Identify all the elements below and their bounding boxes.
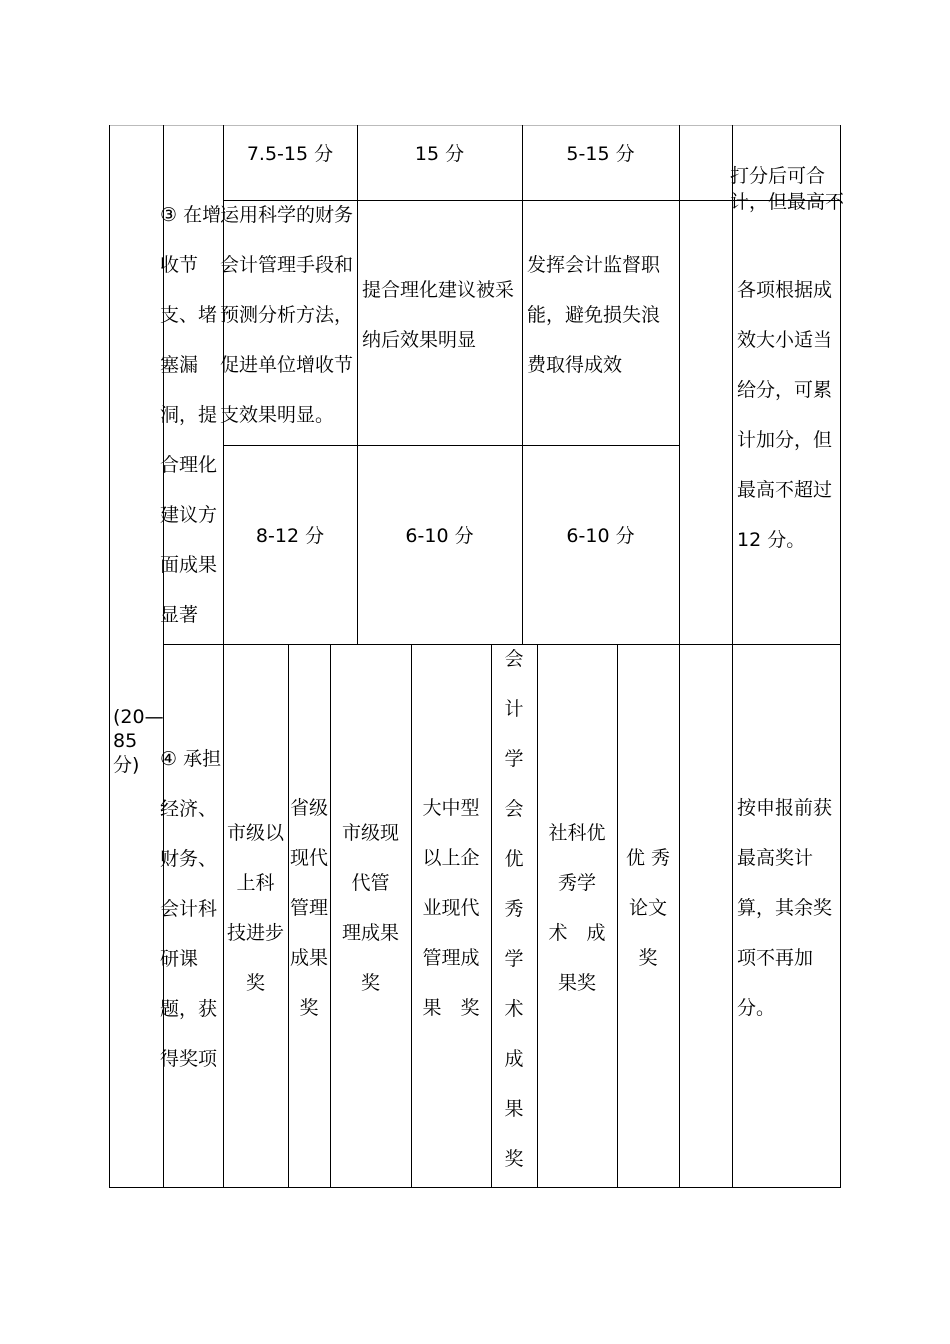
row2-desc-a-line: 预测分析方法，	[220, 304, 354, 326]
award-line: 成果	[289, 947, 328, 969]
row2-desc-a-line: 会计管理手段和	[220, 254, 354, 276]
row2-item-line: 面成果	[160, 554, 218, 576]
award-line: 代管	[351, 872, 390, 894]
award-city-mgmt	[330, 808, 411, 1008]
row2-item-line: 支、堵	[160, 304, 218, 326]
award-line: 社科优	[548, 822, 606, 844]
award-line: 业现代	[422, 897, 480, 919]
award-line: 技进步	[226, 922, 284, 944]
row1-note-line: 打分后可合	[730, 165, 826, 187]
award-line: 学	[504, 748, 524, 770]
award-line: 市级以	[226, 822, 284, 844]
row2-note-line: 各项根据成	[737, 279, 833, 301]
award-line: 管理	[289, 897, 328, 919]
row3-note-line: 算，其余奖	[737, 897, 833, 919]
row3-item-line: 得奖项	[160, 1048, 218, 1070]
col-divider-4	[732, 125, 733, 1188]
row3-note-line: 分。	[737, 997, 776, 1019]
award-social-science	[537, 808, 617, 1008]
left-label-line: 85	[113, 730, 138, 752]
row3-item-line: 题，获	[160, 998, 218, 1020]
col-divider-3	[679, 125, 680, 1188]
row2-desc-b	[362, 265, 522, 365]
row3-note	[737, 783, 840, 1033]
row2-item-line: ③ 在增	[160, 204, 222, 226]
award-line: 计	[504, 698, 524, 720]
left-label-line: 分)	[113, 754, 140, 776]
row2-desc-a-line: 支效果明显。	[220, 404, 335, 426]
award-line: 成	[504, 1048, 524, 1070]
award-line: 果	[504, 1098, 524, 1120]
award-line: 会	[504, 648, 524, 670]
award-line: 术	[504, 998, 524, 1020]
award-line: 秀	[504, 898, 524, 920]
row1-note-line: 计，但最高不	[730, 191, 845, 213]
award-province-mgmt	[288, 783, 330, 1033]
award-line: 市级现	[341, 822, 399, 844]
row2-split-border	[223, 445, 679, 446]
row2-note-line: 12 分。	[737, 529, 806, 551]
award-line: 优 秀	[625, 847, 671, 869]
award-line: 以上企	[422, 847, 480, 869]
award-line: 会	[504, 798, 524, 820]
row3-note-line: 项不再加	[737, 947, 814, 969]
award-line: 秀学	[557, 872, 596, 894]
award-city-tech	[223, 808, 288, 1008]
award-line: 奖	[504, 1148, 524, 1170]
row2-desc-c	[527, 240, 679, 390]
award-line: 管理成	[422, 947, 480, 969]
row2-item-line: 收节	[160, 254, 199, 276]
award-line: 优	[504, 848, 524, 870]
row2-item-line: 合理化	[160, 454, 218, 476]
row2-score-c: 6-10 分	[566, 525, 635, 547]
row3-item-line: ④ 承担	[160, 748, 222, 770]
award-line: 大中型	[422, 797, 480, 819]
award-line: 奖	[638, 947, 658, 969]
row3-item-line: 研课	[160, 948, 199, 970]
row2-item-line: 塞漏	[160, 354, 199, 376]
award-enterprise-mgmt	[411, 783, 491, 1033]
award-line: 现代	[289, 847, 328, 869]
row2-item-line: 洞，提	[160, 404, 218, 426]
row1-score-c: 5-15 分	[566, 143, 635, 165]
row3-item-line: 会计科	[160, 898, 218, 920]
table-right-border	[840, 125, 841, 1188]
row3-item-line: 经济、	[160, 798, 218, 820]
award-paper	[617, 833, 679, 983]
row2-desc-b-line: 提合理化建议被采	[362, 279, 515, 301]
row2-item-line: 建议方	[160, 504, 218, 526]
award-line: 奖	[299, 997, 319, 1019]
row1-note	[730, 163, 850, 215]
row2-desc-a	[220, 190, 360, 440]
row3-item-text	[160, 734, 230, 1084]
table-left-border	[109, 125, 110, 1188]
row2-note-line: 计加分，但	[737, 429, 833, 451]
row2-desc-a-line: 运用科学的财务	[220, 204, 354, 226]
award-line: 学	[504, 948, 524, 970]
row2-note-line: 效大小适当	[737, 329, 833, 351]
row2-note-line: 给分，可累	[737, 379, 833, 401]
left-label-line: (20—	[113, 706, 164, 728]
row2-desc-b-line: 纳后效果明显	[362, 329, 477, 351]
row1-score-a: 7.5-15 分	[246, 143, 334, 165]
award-line: 果 奖	[422, 997, 480, 1019]
award-line: 果奖	[557, 972, 596, 994]
award-line: 论文	[628, 897, 667, 919]
row2-desc-c-line: 能，避免损失浪	[527, 304, 661, 326]
award-accounting-society	[491, 634, 537, 1184]
row2-note	[737, 265, 840, 565]
row2-score-b: 6-10 分	[405, 525, 474, 547]
row2-desc-a-line: 促进单位增收节	[220, 354, 354, 376]
row2-score-a: 8-12 分	[255, 525, 325, 547]
row2-desc-c-line: 费取得成效	[527, 354, 623, 376]
award-line: 奖	[360, 972, 380, 994]
row2-desc-c-line: 发挥会计监督职	[527, 254, 661, 276]
award-line: 理成果	[341, 922, 399, 944]
row2-note-line: 最高不超过	[737, 479, 833, 501]
row1-score-b: 15 分	[414, 143, 465, 165]
row3-note-line: 按申报前获	[737, 797, 833, 819]
award-line: 奖	[245, 972, 265, 994]
row3-note-line: 最高奖计	[737, 847, 814, 869]
col-divider-b	[522, 125, 523, 645]
row2-item-line: 显著	[160, 604, 199, 626]
award-line: 上科	[236, 872, 275, 894]
row3-item-line: 财务、	[160, 848, 218, 870]
award-line: 省级	[289, 797, 328, 819]
award-line: 术 成	[548, 922, 606, 944]
